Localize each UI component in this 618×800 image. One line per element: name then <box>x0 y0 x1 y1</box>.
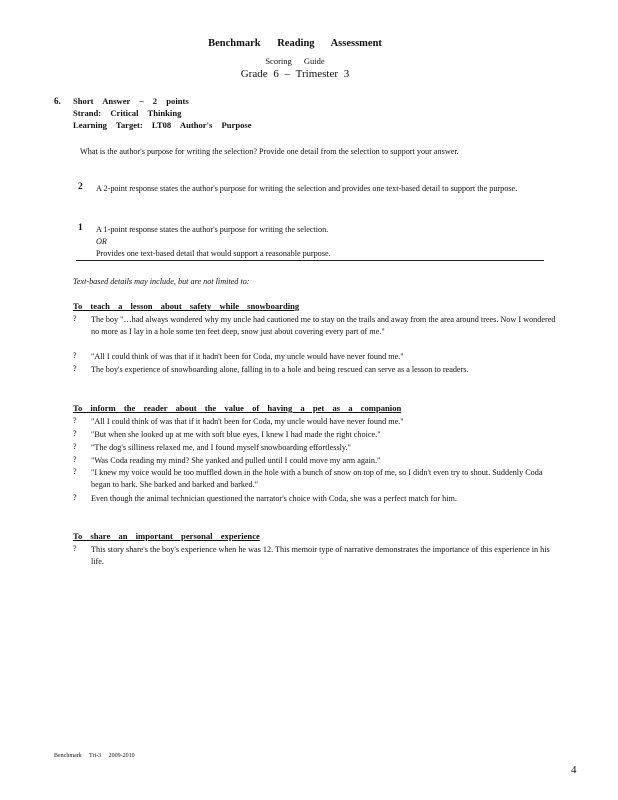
list-item: "I knew my voice would be too muffled down in the hole with a bunch of snow on top of me, so I didn't even try to shout. Suddenly Coda began to bark. She barked and barked and barked." <box>91 468 543 489</box>
list-item: "All I could think of was that if it hadn't been for Coda, my uncle would have never found me." <box>91 417 404 426</box>
list-item: The boy "…had always wondered why my uncle had cautioned me to stay on the trails and away from the area around trees. Now I wondered no more as I lay in a hole some ten feet deep, snow just about covering every part of me." <box>91 315 556 336</box>
list-item: Even though the animal technician questioned the narrator's choice with Coda, she was a perfect match for him. <box>91 494 457 503</box>
list-item: "All I could think of was that if it hadn't been for Coda, my uncle would have never found me." <box>91 352 404 361</box>
bullet-marker: ? <box>73 544 77 553</box>
bullet-marker: ? <box>73 442 77 451</box>
section-heading-safety: To teach a lesson about safety while snowboarding <box>73 301 300 311</box>
rubric-or: OR <box>96 237 107 246</box>
rubric-text-1b: Provides one text-based detail that would support a reasonable purpose. <box>96 249 331 258</box>
list-item: "The dog's silliness relaxed me, and I found myself snowboarding effortlessly." <box>91 443 351 452</box>
grade-trimester: Grade 6 – Trimester 3 <box>240 68 350 80</box>
section-heading-experience: To share an important personal experience <box>73 531 260 541</box>
bullet-marker: ? <box>73 467 77 476</box>
list-item: This story share's the boy's experience when he was 12. This memoir type of narrative demonstrates the importance of this experience in his life. <box>91 545 550 566</box>
bullet-marker: ? <box>73 351 77 360</box>
list-item: "But when she looked up at me with soft blue eyes, I knew I had made the right choice." <box>91 430 381 439</box>
bullet-marker: ? <box>73 455 77 464</box>
list-item: "Was Coda reading my mind? She yanked and pulled until I could move my arm again." <box>91 456 381 465</box>
rubric-score-1: 1 <box>78 223 83 233</box>
bullet-marker: ? <box>73 314 77 323</box>
question-strand: Strand: Critical Thinking <box>73 108 182 118</box>
question-number: 6. <box>54 96 61 106</box>
bullet-marker: ? <box>73 493 77 502</box>
bullet-marker: ? <box>73 364 77 373</box>
footer-text: Benchmark Tri-3 2009-2010 <box>54 753 135 759</box>
bullet-marker: ? <box>73 429 77 438</box>
bullet-marker: ? <box>73 416 77 425</box>
rubric-text-2: A 2-point response states the author's purpose for writing the selection and provides one text-based detail to support the purpose. <box>96 184 518 193</box>
details-intro: Text-based details may include, but are not limited to: <box>73 277 250 286</box>
section-heading-pet: To inform the reader about the value of having a pet as a companion <box>73 403 402 413</box>
document-title: Benchmark Reading Assessment <box>208 38 382 49</box>
question-type: Short Answer – 2 points <box>73 96 189 106</box>
document-subtitle: Scoring Guide <box>265 56 325 66</box>
rubric-score-2: 2 <box>78 182 83 192</box>
list-item: The boy's experience of snowboarding alone, falling in to a hole and being rescued can serve as a lesson to readers. <box>91 365 469 374</box>
rubric-text-1: A 1-point response states the author's purpose for writing the selection. <box>96 225 329 234</box>
rubric-divider <box>76 260 544 261</box>
question-prompt: What is the author's purpose for writing the selection? Provide one detail from the selection to support your answer. <box>80 147 459 156</box>
page-number: 4 <box>571 764 577 776</box>
learning-target: Learning Target: LT08 Author's Purpose <box>73 120 252 130</box>
